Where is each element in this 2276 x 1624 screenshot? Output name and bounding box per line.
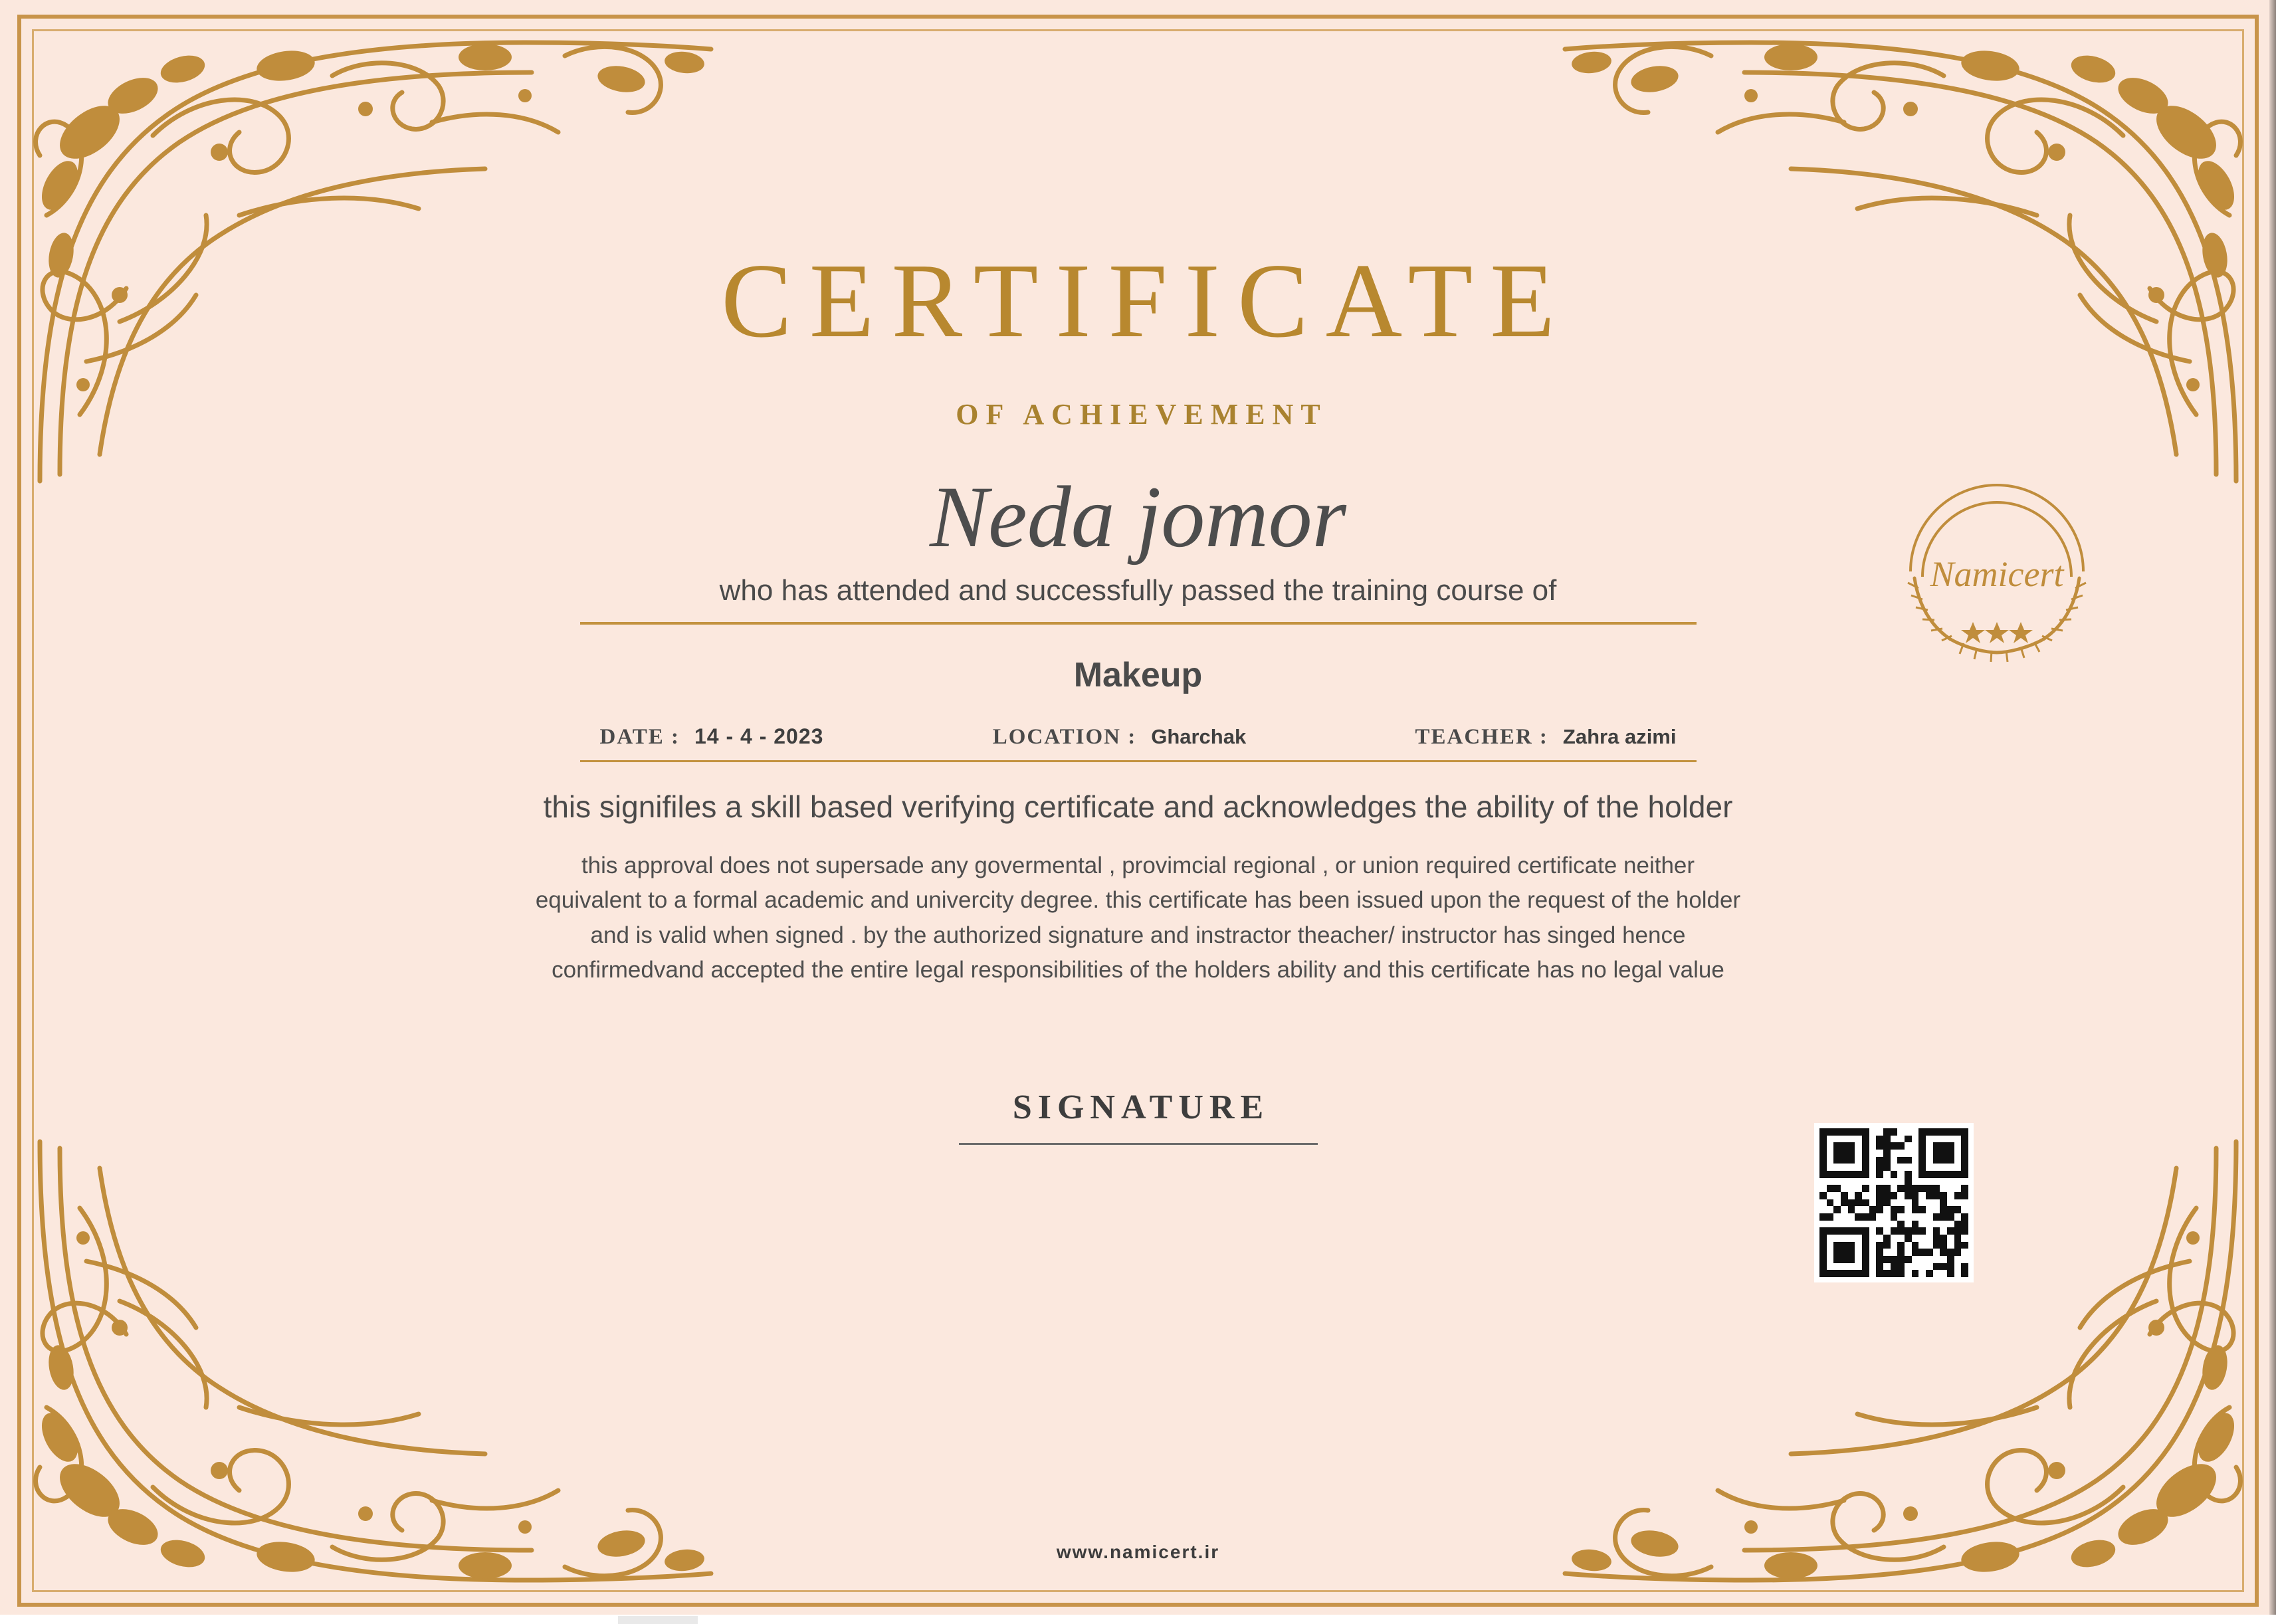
signature-line xyxy=(959,1143,1318,1145)
seal-text: Namicert xyxy=(1930,554,2064,594)
divider-bottom xyxy=(580,760,1697,762)
scan-bottom-edge xyxy=(0,1615,2276,1624)
teacher-label: TEACHER : xyxy=(1415,724,1548,749)
location-label: LOCATION : xyxy=(992,724,1137,749)
legal-disclaimer: this approval does not supersade any govermental , provimcial regional , or union required certificate neither equivalent to a formal academic and univercity degree. this certificate has been issued upon the request of the holder and is valid when signed . by the authorized signature and instractor theacher/ instructor has singed hence confirmedvand accepted the entire legal responsibilities of the holders ability and this certificate has no legal value xyxy=(535,852,1741,983)
location-value: Gharchak xyxy=(1151,724,1247,748)
page-title: CERTIFICATE xyxy=(721,241,1572,359)
date-label: DATE : xyxy=(599,724,680,749)
meta-location xyxy=(993,725,1247,750)
scan-bottom-nick xyxy=(618,1616,698,1624)
meta-teacher xyxy=(1415,725,1676,750)
divider-top xyxy=(580,622,1697,625)
certificate-statement: this signifiles a skill based verifying certificate and acknowledges the ability of the holder xyxy=(543,789,1733,824)
meta-date xyxy=(600,724,824,750)
qr-code-pattern xyxy=(1819,1128,1968,1277)
scan-edge-shadow xyxy=(2269,0,2276,1624)
signature-block xyxy=(959,1088,1318,1145)
attended-line: who has attended and successfully passed the training course of xyxy=(719,573,1557,607)
date-value: 14 - 4 - 2023 xyxy=(694,724,824,748)
footer-url: www.namicert.ir xyxy=(1056,1542,1220,1562)
course-name: Makeup xyxy=(1073,655,1203,694)
certificate-subtitle: OF ACHIEVEMENT xyxy=(956,398,1328,431)
corner-ornament-bottom-left-icon xyxy=(20,1115,724,1607)
signature-label: SIGNATURE xyxy=(1012,1088,1270,1126)
qr-code[interactable] xyxy=(1814,1123,1974,1282)
recipient-name: Neda jomor xyxy=(930,468,1346,565)
teacher-value: Zahra azimi xyxy=(1562,724,1677,748)
certificate-meta-row xyxy=(580,724,1697,750)
